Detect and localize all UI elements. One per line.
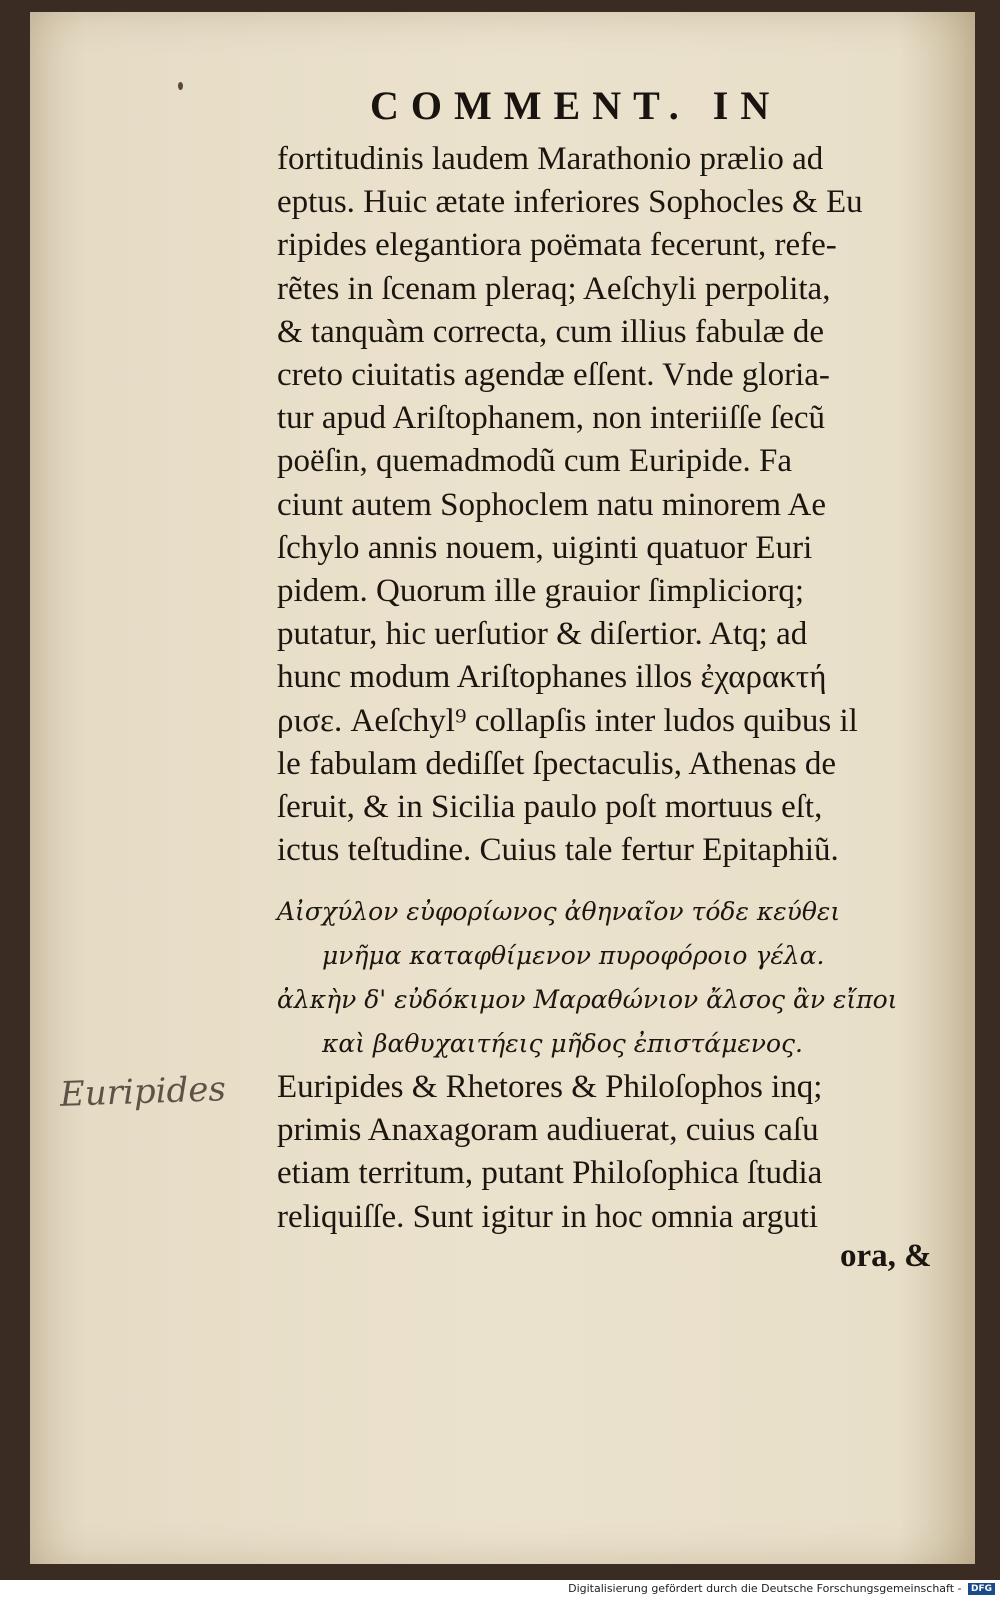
greek-line: καὶ βαθυχαιτήεις μῆδος ἐπιστάμενος. xyxy=(322,1029,803,1058)
main-text-block xyxy=(277,138,967,872)
text-line: etiam territum, putant Philoſophica ſtudia xyxy=(277,1155,823,1192)
running-header: COMMENT. IN xyxy=(370,83,782,128)
text-line: reliquiſſe. Sunt igitur in hoc omnia arguti xyxy=(277,1198,819,1235)
text-line: & tanquàm correcta, cum illius fabulæ de xyxy=(277,313,825,350)
text-line: ictus teſtudine. Cuius tale fertur Epitaphiũ. xyxy=(277,832,839,869)
greek-line: ἀλκὴν δ' εὐδόκιμον Μαραθώνιον ἄλσος ἂν εἴποι xyxy=(277,985,898,1014)
text-line: pidem. Quorum ille grauior ſimpliciorq; xyxy=(277,573,804,610)
text-line: creto ciuitatis agendæ eſſent. Vnde gloria- xyxy=(277,357,830,394)
text-line: ciunt autem Sophoclem natu minorem Ae xyxy=(277,486,826,523)
text-line: ſeruit, & in Sicilia paulo poſt mortuus eſt, xyxy=(277,789,823,826)
ink-spot xyxy=(178,82,183,90)
greek-line: μνῆμα καταφθίμενον πυροφόροιο γέλα. xyxy=(322,941,825,970)
text-line: putatur, hic uerſutior & diſertior. Atq; ad xyxy=(277,616,808,653)
dfg-logo: DFG xyxy=(968,1583,995,1595)
text-line: tur apud Ariſtophanem, non interiiſſe ſecũ xyxy=(277,400,826,437)
text-line: ſchylo annis nouem, uiginti quatuor Euri xyxy=(277,529,813,566)
text-line: poëſin, quemadmodũ cum Euripide. Fa xyxy=(277,443,793,480)
footer-text: Digitalisierung gefördert durch die Deutsche Forschungsgemeinschaft - xyxy=(568,1582,962,1595)
greek-epitaph xyxy=(277,890,967,1066)
handwritten-margin-note: Euripides xyxy=(59,1069,227,1115)
text-line: primis Anaxagoram audiuerat, cuius caſu xyxy=(277,1112,819,1149)
text-line: Euripides & Rhetores & Philoſophos inq; xyxy=(277,1069,823,1105)
text-line: rẽtes in ſcenam pleraq; Aeſchyli perpolita, xyxy=(277,270,831,307)
catchword: ora, & xyxy=(840,1238,932,1274)
text-line: fortitudinis laudem Marathonio prælio ad xyxy=(277,141,824,177)
greek-line: Αἰσχύλον εὐφορίωνος ἀθηναῖον τόδε κεύθει xyxy=(277,897,841,926)
second-text-block xyxy=(277,1066,967,1239)
text-line: ripides elegantiora poëmata fecerunt, refe- xyxy=(277,227,837,264)
text-line: eptus. Huic ætate inferiores Sophocles & Eu xyxy=(277,184,863,221)
text-line: hunc modum Ariſtophanes illos ἐχαρακτή xyxy=(277,659,827,696)
text-line: ρισε. Aeſchyl⁹ collapſis inter ludos quibus il xyxy=(277,702,858,739)
digitization-footer xyxy=(0,1582,995,1595)
text-line: le fabulam dediſſet ſpectaculis, Athenas de xyxy=(277,745,836,782)
